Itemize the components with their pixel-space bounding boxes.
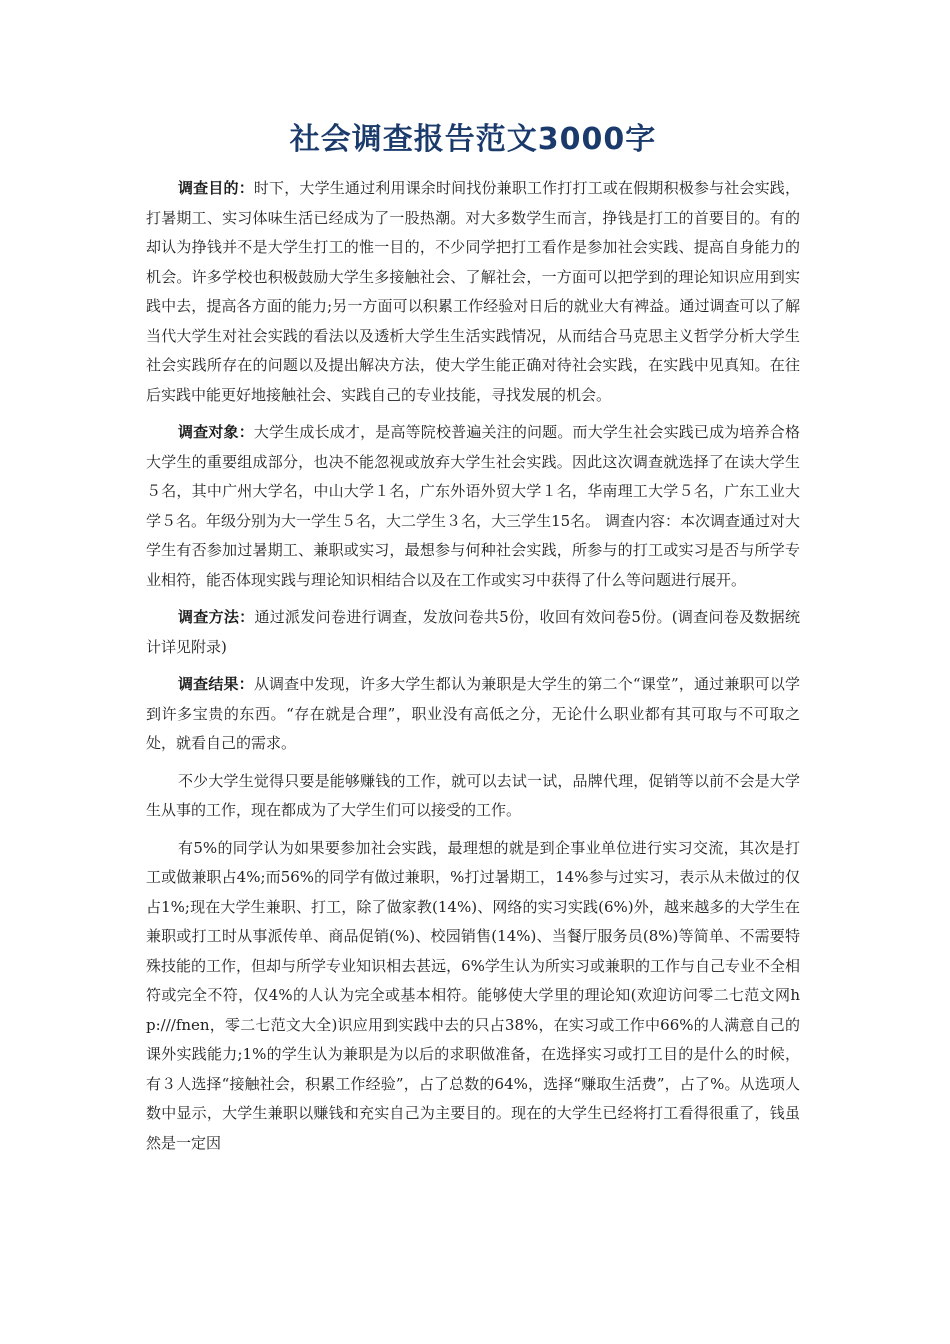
- section-lead-purpose: 调查目的：: [178, 179, 254, 197]
- section-text-subjects: 大学生成长成才，是高等院校普遍关注的问题。而大学生社会实践已成为培养合格大学生的重要组成部分，也决不能忽视或放弃大学生社会实践。因此这次调查就选择了在读大学生５名，其中广州大学名，中山大学１名，广东外语外贸大学１名，华南理工大学５名，广东工业大学５名。年级分别为大一学生５名，大二学生３名，大三学生15名。 调查内容：本次调查通过对大学生有否参加过暑期工、兼职或实习，最想参与何种社会实践，所参与的打工或实习是否与所学专业相符，能否体现实践与理论知识相结合以及在工作或实习中获得了什么等问题进行展开。: [146, 423, 800, 589]
- paragraph-body-2: [146, 834, 800, 1159]
- paragraph-method: [146, 603, 800, 662]
- paragraph-text: 不少大学生觉得只要是能够赚钱的工作，就可以去试一试，品牌代理，促销等以前不会是大学生从事的工作，现在都成为了大学生们可以接受的工作。: [146, 771, 800, 819]
- section-text-purpose: 时下，大学生通过利用课余时间找份兼职工作打打工或在假期积极参与社会实践，打暑期工、实习体味生活已经成为了一股热潮。对大多数学生而言，挣钱是打工的首要目的。有的却认为挣钱并不是大学生打工的惟一目的，不少同学把打工看作是参加社会实践、提高自身能力的机会。许多学校也积极鼓励大学生多接触社会、了解社会，一方面可以把学到的理论知识应用到实践中去，提高各方面的能力;另一方面可以积累工作经验对日后的就业大有裨益。通过调查可以了解当代大学生对社会实践的看法以及透析大学生生活实践情况，从而结合马克思主义哲学分析大学生社会实践所存在的问题以及提出解决方法，使大学生能正确对待社会实践，在实践中见真知。在往后实践中能更好地接触社会、实践自己的专业技能，寻找发展的机会。: [146, 179, 800, 404]
- section-lead-method: 调查方法：: [178, 608, 255, 626]
- document-title: 社会调查报告范文3000字: [289, 122, 657, 157]
- section-text-results: 从调查中发现，许多大学生都认为兼职是大学生的第二个“课堂”，通过兼职可以学到许多宝贵的东西。“存在就是合理”，职业没有高低之分，无论什么职业都有其可取与不可取之处，就看自己的需求。: [146, 675, 800, 752]
- section-lead-results: 调查结果：: [178, 675, 254, 693]
- section-lead-subjects: 调查对象：: [178, 423, 254, 441]
- paragraph-body-1: [146, 767, 800, 826]
- paragraph-subjects: [146, 418, 800, 595]
- section-text-method: 通过派发问卷进行调查，发放问卷共5份，收回有效问卷5份。(调查问卷及数据统计详见附录): [146, 608, 800, 656]
- paragraph-results: [146, 670, 800, 759]
- paragraph-text: 有5%的同学认为如果要参加社会实践，最理想的就是到企事业单位进行实习交流，其次是打工或做兼职占4%;而56%的同学有做过兼职，%打过暑期工，14%参与过实习，表示从未做过的仅占1%;现在大学生兼职、打工，除了做家教(14%)、网络的实习实践(6%)外，越来越多的大学生在兼职或打工时从事派传单、商品促销(%)、校园销售(14%)、当餐厅服务员(8%)等简单、不需要特殊技能的工作，但却与所学专业知识相去甚远，6%学生认为所实习或兼职的工作与自己专业不全相符或完全不符，仅4%的人认为完全或基本相符。能够使大学里的理论知(欢迎访问零二七范文网hp:///fnen，零二七范文大全)识应用到实践中去的只占38%，在实习或工作中66%的人满意自己的课外实践能力;1%的学生认为兼职是为以后的求职做准备，在选择实习或打工目的是什么的时候，有３人选择“接触社会，积累工作经验”，占了总数的64%，选择“赚取生活费”，占了%。从选项人数中显示，大学生兼职以赚钱和充实自己为主要目的。现在的大学生已经将打工看得很重了，钱虽然是一定因: [146, 838, 800, 1152]
- paragraph-purpose: [146, 174, 800, 410]
